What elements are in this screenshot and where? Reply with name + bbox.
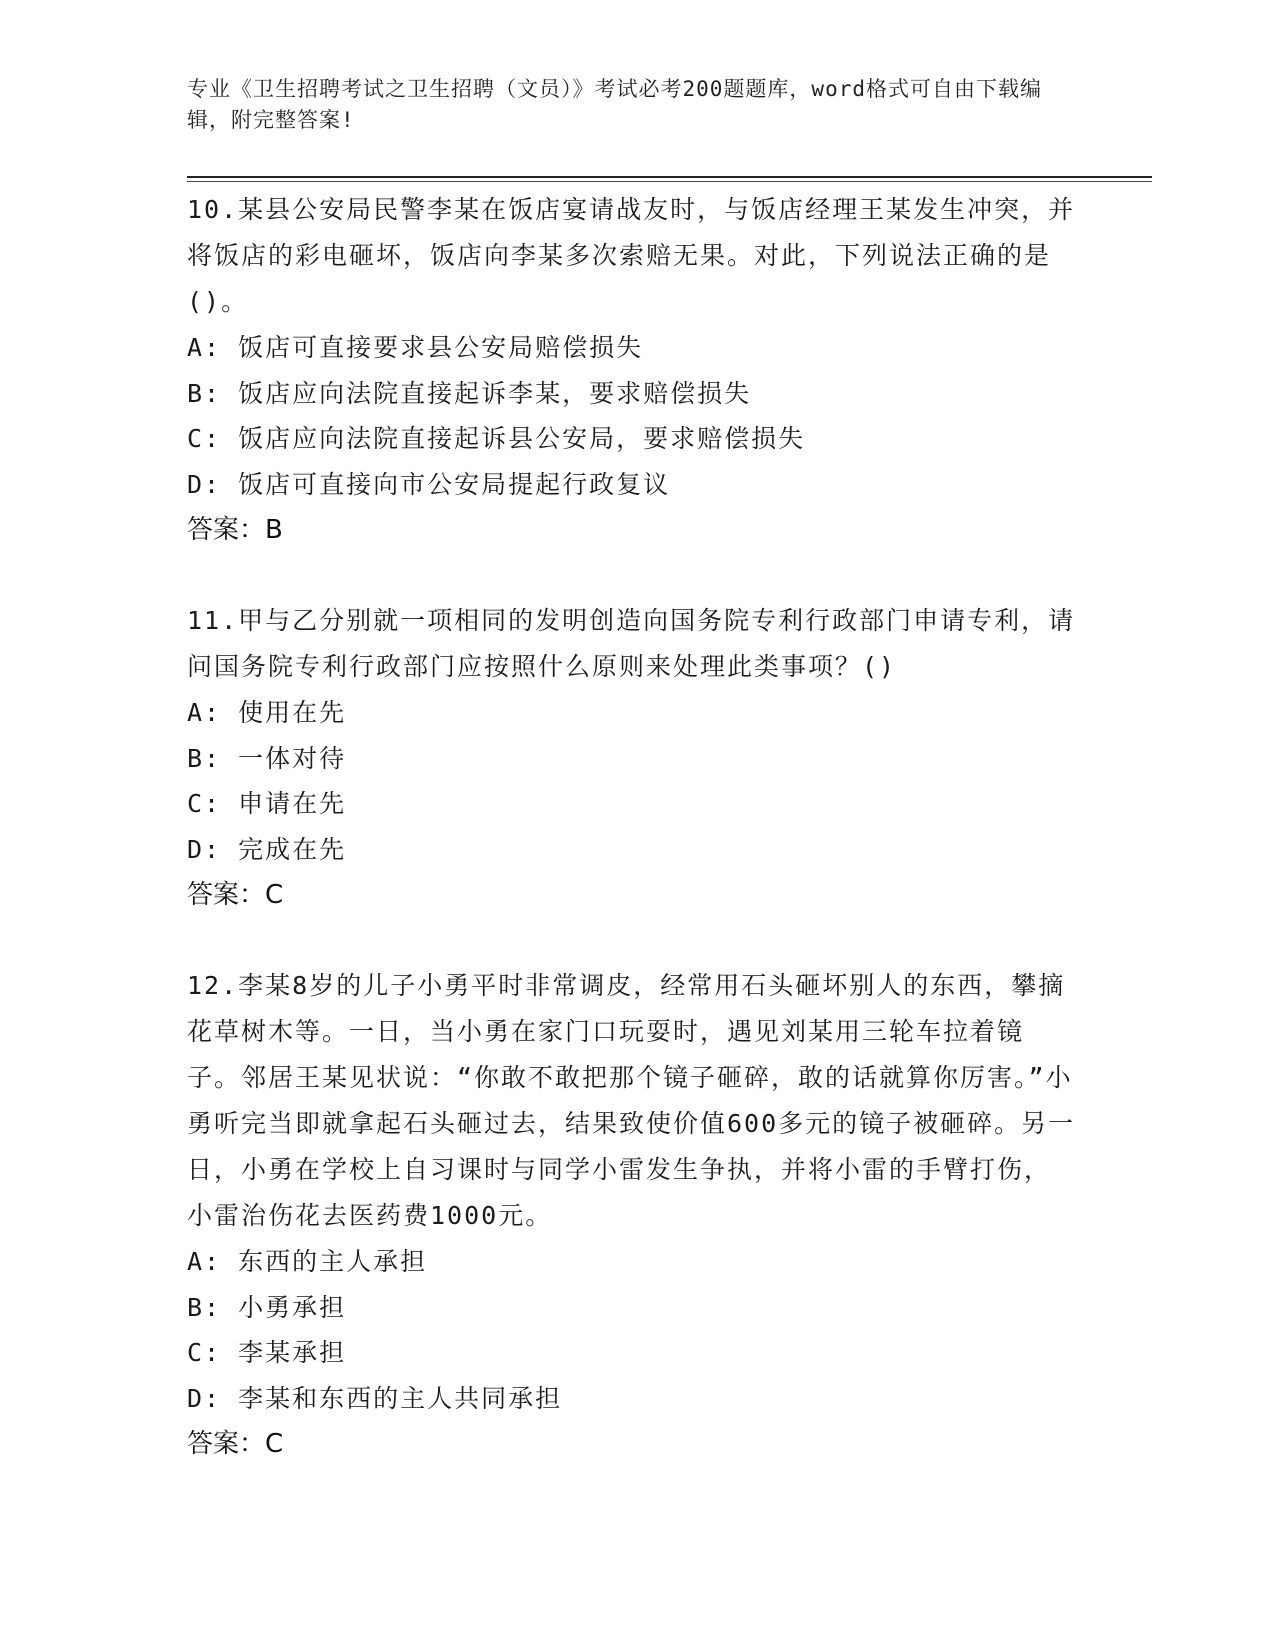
option-b: B: 一体对待 xyxy=(187,743,347,773)
question-10 xyxy=(187,187,1077,553)
question-12 xyxy=(187,963,1077,1467)
question-11 xyxy=(187,598,1077,918)
option-a: A: 使用在先 xyxy=(187,698,347,727)
question-stem: 10.某县公安局民警李某在饭店宴请战友时，与饭店经理王某发生冲突，并将饭店的彩电砸坏，饭店向李某多次索赔无果。对此，下列说法正确的是()。 xyxy=(187,195,1076,316)
option-b: B: 饭店应向法院直接起诉李某，要求赔偿损失 xyxy=(187,378,752,408)
answer-label: 答案：C xyxy=(187,880,284,910)
header-divider-thin xyxy=(187,181,1152,182)
option-c: C: 申请在先 xyxy=(187,789,347,818)
answer-label: 答案：C xyxy=(187,1429,284,1459)
answer-label: 答案：B xyxy=(187,515,283,545)
option-b: B: 小勇承担 xyxy=(187,1292,347,1322)
option-d: D: 完成在先 xyxy=(187,834,347,864)
option-c: C: 李某承担 xyxy=(187,1338,347,1367)
option-a: A: 东西的主人承担 xyxy=(187,1247,428,1276)
document-header: 专业《卫生招聘考试之卫生招聘（文员）》考试必考200题题库，word格式可自由下载编辑，附完整答案! xyxy=(187,77,1042,132)
option-d: D: 饭店可直接向市公安局提起行政复议 xyxy=(187,469,671,499)
question-stem: 12.李某8岁的儿子小勇平时非常调皮，经常用石头砸坏别人的东西，攀摘花草树木等。一日，当小勇在家门口玩耍时，遇见刘某用三轮车拉着镜子。邻居王某见状说：“你敢不敢把那个镜子砸碎，敢的话就算你厉害。”小勇听完当即就拿起石头砸过去，结果致使价值600多元的镜子被砸碎。另一日，小勇在学校上自习课时与同学小雷发生争执，并将小雷的手臂打伤，小雷治伤花去医药费1000元。 xyxy=(187,971,1076,1230)
option-a: A: 饭店可直接要求县公安局赔偿损失 xyxy=(187,333,644,362)
option-d: D: 李某和东西的主人共同承担 xyxy=(187,1383,563,1413)
header-divider-thick xyxy=(187,176,1152,178)
question-stem: 11.甲与乙分别就一项相同的发明创造向国务院专利行政部门申请专利，请问国务院专利行政部门应按照什么原则来处理此类事项？() xyxy=(187,606,1076,681)
option-c: C: 饭店应向法院直接起诉县公安局，要求赔偿损失 xyxy=(187,424,806,453)
